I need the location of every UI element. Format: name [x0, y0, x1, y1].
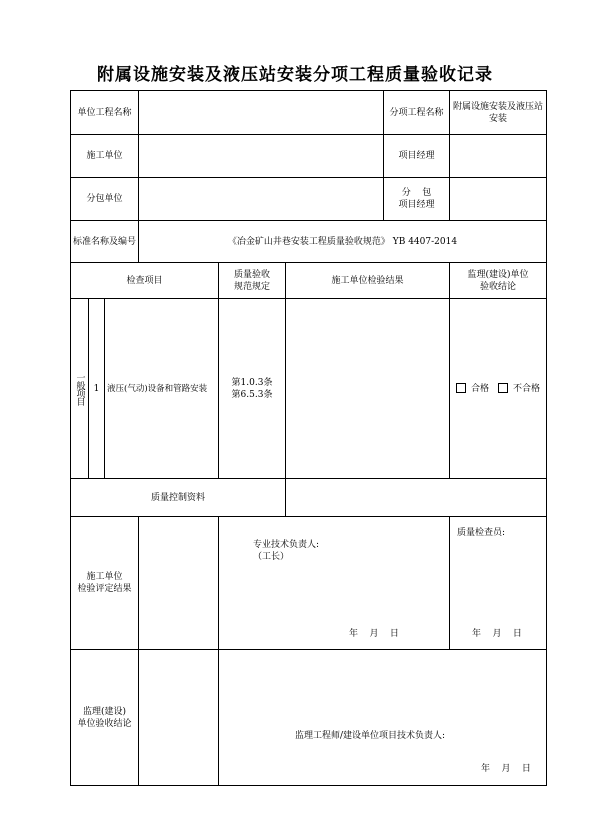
- supervision-header: [450, 263, 547, 299]
- construction-unit-label: 施工单位: [71, 135, 139, 178]
- quality-data-label: 质量控制资料: [71, 479, 286, 517]
- item-clauses: [219, 299, 286, 479]
- supervision-header-line-1: 监理(建设)单位: [467, 269, 529, 280]
- date-right: 年 月 日: [472, 629, 522, 639]
- supervision-date: 年 月 日: [481, 764, 531, 774]
- construction-eval-label-line-1: 施工单位: [86, 572, 123, 582]
- sub-project-value: 附属设施安装及液压站安装: [450, 91, 547, 135]
- construction-eval-label-line-2: 检验评定结果: [77, 584, 132, 594]
- result-header: 施工单位检验结果: [286, 263, 450, 299]
- spec-header-line-1: 质量验收: [233, 269, 270, 280]
- item-category: [71, 299, 89, 479]
- inspector-signature[interactable]: [450, 517, 547, 650]
- pass-label: 合格: [471, 383, 490, 394]
- unit-project-label: 单位工程名称: [71, 91, 139, 135]
- subcontract-unit-label: 分包单位: [71, 178, 139, 221]
- item-conclusion: [450, 299, 547, 479]
- project-manager-label: 项目经理: [384, 135, 450, 178]
- standard-value: 《冶金矿山井巷安装工程质量验收规范》 YB 4407-2014: [139, 221, 547, 263]
- subcontract-pm-label-line-1: 分 包: [401, 188, 432, 198]
- project-manager-value[interactable]: [450, 135, 547, 178]
- sub-project-label: 分项工程名称: [384, 91, 450, 135]
- date-left: 年 月 日: [349, 629, 399, 639]
- construction-eval-label: [71, 517, 139, 650]
- subcontract-pm-label: [384, 178, 450, 221]
- pass-checkbox[interactable]: [456, 383, 466, 393]
- supervision-eval-signature[interactable]: [219, 650, 547, 786]
- supervision-eval-blank: [139, 650, 219, 786]
- item-result[interactable]: [286, 299, 450, 479]
- subcontract-pm-label-line-2: 项目经理: [398, 200, 435, 210]
- inspector-label: 质量检查员:: [457, 528, 506, 538]
- construction-eval-blank: [139, 517, 219, 650]
- fail-checkbox[interactable]: [498, 383, 508, 393]
- page-title: 附属设施安装及液压站安装分项工程质量验收记录: [97, 65, 493, 85]
- subcontract-unit-value[interactable]: [139, 178, 384, 221]
- spec-header: [219, 263, 286, 299]
- supervision-eval-label-line-1: 监理(建设): [82, 706, 127, 717]
- inspection-form-table: [70, 90, 547, 786]
- fail-label: 不合格: [512, 383, 540, 394]
- construction-unit-value[interactable]: [139, 135, 384, 178]
- check-item-header: 检查项目: [71, 263, 219, 299]
- spec-header-line-2: 规范规定: [233, 281, 270, 292]
- supervision-eval-label-line-2: 单位验收结论: [77, 718, 132, 729]
- tech-lead-label: 专业技术负责人:: [252, 540, 320, 550]
- item-name: 液压(气动)设备和管路安装: [105, 299, 219, 479]
- tech-lead-block: [226, 539, 346, 563]
- item-clause-2: 第6.5.3条: [231, 389, 273, 400]
- quality-data-value[interactable]: [286, 479, 547, 517]
- engineer-label: 监理工程师/建设单位项目技术负责人:: [295, 731, 446, 741]
- subcontract-pm-value[interactable]: [450, 178, 547, 221]
- unit-project-value[interactable]: [139, 91, 384, 135]
- construction-eval-signature[interactable]: [219, 517, 450, 650]
- item-no: 1: [89, 299, 105, 479]
- supervision-eval-label: [71, 650, 139, 786]
- standard-label: 标准名称及编号: [71, 221, 139, 263]
- tech-lead-sub: （工长）: [252, 552, 289, 562]
- item-category-text: 一般项目: [74, 372, 85, 405]
- supervision-header-line-2: 验收结论: [479, 281, 516, 292]
- item-clause-1: 第1.0.3条: [231, 377, 273, 388]
